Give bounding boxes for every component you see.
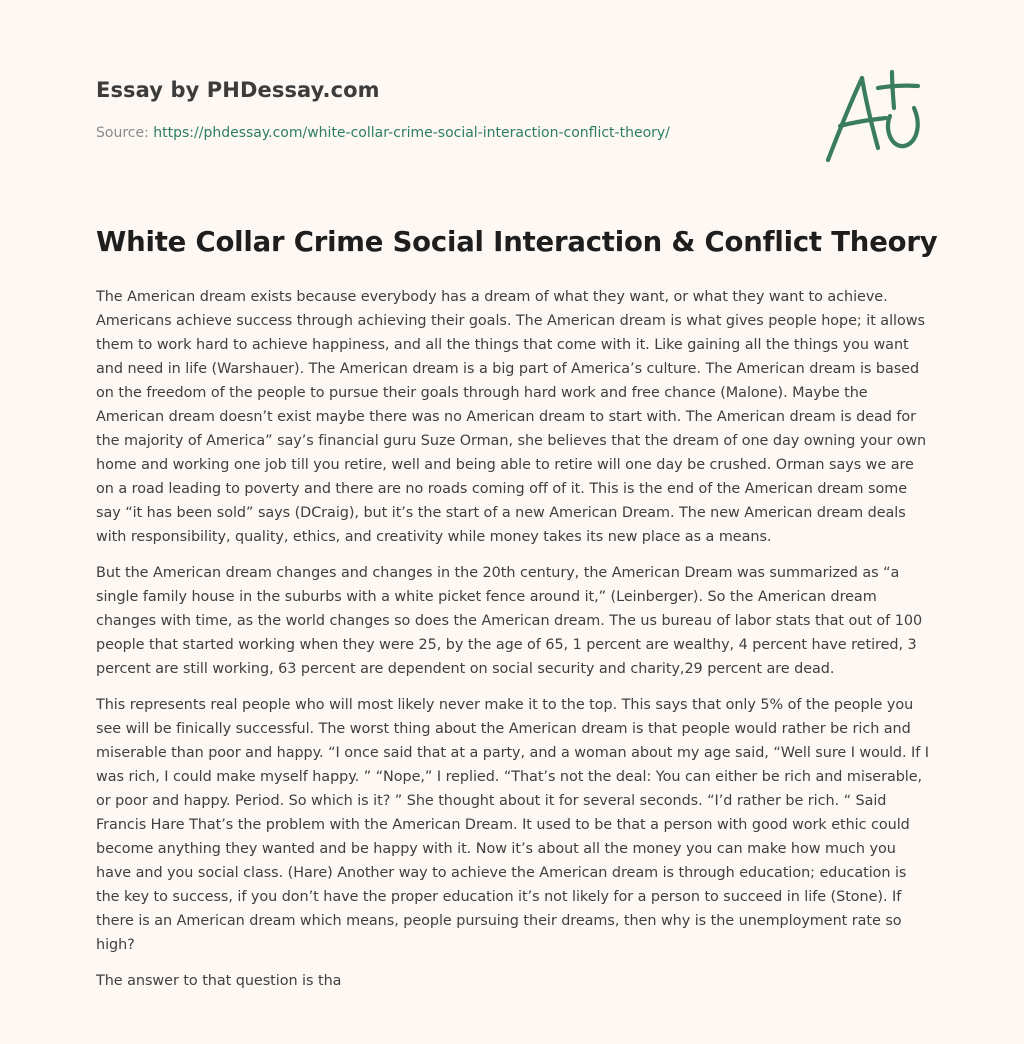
paragraph: This represents real people who will most likely never make it to the top. This says that only 5% of the people you see will be finically successful. The worst thing about the American dream is that people would rather be rich and miserable than poor and happy. “I once said that at a party, and a woman about my age said, “Well sure I would. If I was rich, I could make myself happy. ” “Nope,” I replied. “That’s not the deal: You can either be rich and miserable, or poor and happy. Period. So which is it? ” She thought about it for several seconds. “I’d rather be rich. “ Said Francis Hare That’s the problem with the American Dream. It used to be that a person with good work ethic could become anything they wanted and be happy with it. Now it’s about all the money you can make how much you have and you social class. (Hare) Another way to achieve the American dream is through education; education is the key to success, if you don’t have the proper education it’s not likely for a person to succeed in life (Stone). If there is an American dream which means, people pursuing their dreams, then why is the unemployment rate so high? [96, 697, 929, 953]
essay-body [96, 285, 930, 1005]
paragraph: The American dream exists because everybody has a dream of what they want, or what they want to achieve. Americans achieve success through achieving their goals. The American dream is what gives people hope; it allows them to work hard to achieve happiness, and all the things that come with it. Like gaining all the things you want and need in life (Warshauer). The American dream is a big part of America’s culture. The American dream is based on the freedom of the people to pursue their goals through hard work and free chance (Malone). Maybe the American dream doesn’t exist maybe there was no American dream to start with. The American dream is dead for the majority of America” say’s financial guru Suze Orman, she believes that the dream of one day owning your own home and working one job till you retire, well and being able to retire will one day be crushed. Orman says we are on a road leading to poverty and there are no roads coming off of it. This is the end of the American dream some say “it has been sold” says (DCraig), but it’s the start of a new American Dream. The new American dream deals with responsibility, quality, ethics, and creativity while money takes its new place as a means. [96, 289, 927, 545]
paragraph: But the American dream changes and changes in the 20th century, the American Dream was summarized as “a single family house in the suburbs with a white picket fence around it,” (Leinberger). So the American dream changes with time, as the world changes so does the American dream. The us bureau of labor stats that out of 100 people that started working when they were 25, by the age of 65, 1 percent are wealthy, 4 percent have retired, 3 percent are still working, 63 percent are dependent on social security and charity,29 percent are dead. [96, 565, 923, 677]
site-brand[interactable]: Essay by PHDessay.com [96, 78, 380, 102]
source-label: Source: [96, 125, 154, 141]
source-line [96, 125, 670, 141]
essay-page [96, 0, 938, 989]
essay-title: White Collar Crime Social Interaction & Conflict Theory [96, 226, 938, 258]
source-link[interactable]: https://phdessay.com/white-collar-crime-social-interaction-conflict-theory/ [153, 125, 670, 141]
a-plus-logo-icon [820, 64, 930, 168]
paragraph: The answer to that question is tha [96, 973, 342, 989]
page-header [96, 0, 930, 190]
